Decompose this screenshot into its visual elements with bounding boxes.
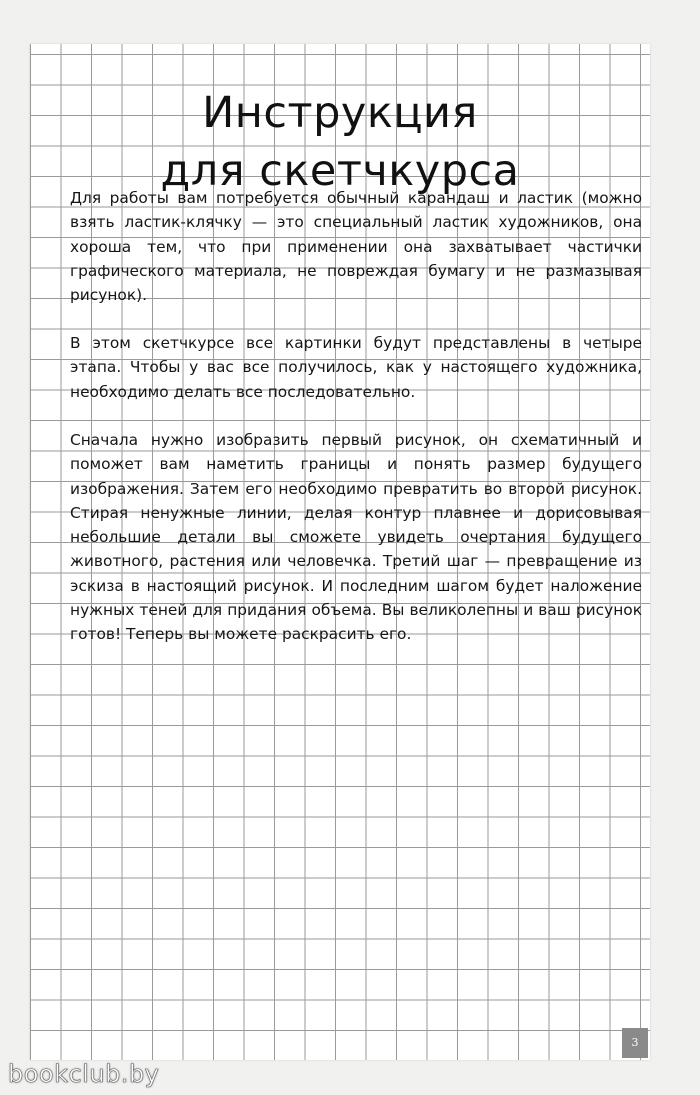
paragraph-materials: Для работы вам потребуется обычный карандаш и ластик (можно взять ластик-клячку — это специальный ластик художников, она хороша тем, что при применении она захватывает частички графического материала, не повреждая бумагу и не размазывая рисунок).: [70, 189, 642, 305]
title-line-2: для скетчкурса: [160, 146, 520, 196]
paragraph-steps: Сначала нужно изобразить первый рисунок, он схематичный и поможет вам наметить границы и понять размер будущего изображения. Затем его необходимо превратить во второй рисунок. Стирая ненужные линии, делая контур плавнее и дорисовывая небольшие детали вы сможете увидеть очертания будущего животного, растения или человечка. Третий шаг — превращение из эскиза в настоящий рисунок. И последним шагом будет наложение нужных теней для придания объема. Вы великолепны и ваш рисунок готов! Теперь вы можете раскрасить его.: [70, 431, 642, 644]
paragraph-stages: В этом скетчкурсе все картинки будут представлены в четыре этапа. Чтобы у вас все получилось, как у настоящего художника, необходимо делать все последовательно.: [70, 334, 642, 401]
title-line-1: Инструкция: [202, 88, 478, 138]
grid-page: [30, 44, 650, 1060]
page-title: [30, 84, 650, 200]
page-number: 3: [622, 1028, 648, 1058]
watermark-text: bookclub.by: [8, 1060, 160, 1088]
